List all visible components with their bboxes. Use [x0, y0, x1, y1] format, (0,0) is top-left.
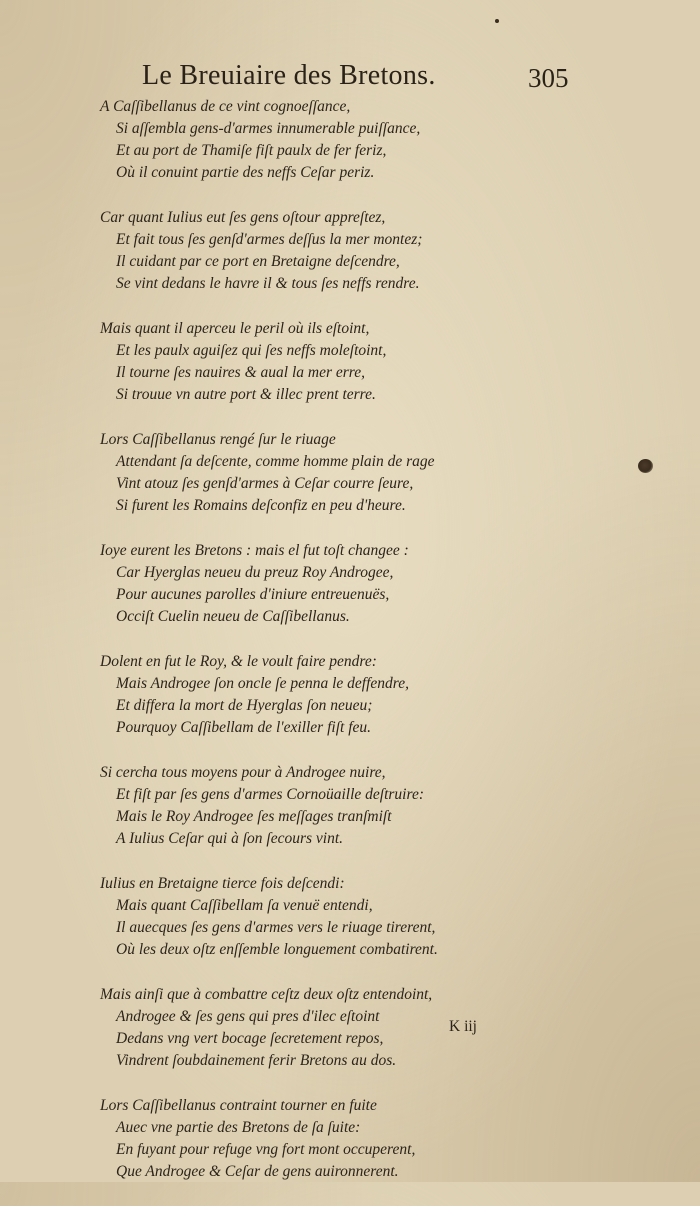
verse-line: Se vint dedans le havre il & tous ſes neffs rendre. — [116, 275, 420, 292]
page-number: 305 — [528, 63, 569, 93]
stanza — [96, 1095, 516, 1183]
verse-line: Il tourne ſes nauires & aual la mer erre, — [116, 364, 365, 381]
verse-line: Il auecques ſes gens d'armes vers le riuage tirerent, — [116, 919, 436, 936]
verse-line: Et differa la mort de Hyerglas ſon neueu; — [116, 697, 373, 714]
verse-line: Si furent les Romains deſconfiz en peu d'heure. — [116, 497, 406, 514]
stanza — [96, 540, 516, 628]
verse-line: Si aſſembla gens-d'armes innumerable puiſſance, — [116, 120, 421, 137]
verse-line: Où il conuint partie des neffs Ceſar periz. — [116, 164, 375, 181]
verse-line: Car Hyerglas neueu du preuz Roy Androgee, — [116, 564, 394, 581]
verse-line: Et fait tous ſes genſd'armes deſſus la mer montez; — [116, 231, 423, 248]
verse-line: Pour aucunes parolles d'iniure entreuenuës, — [116, 586, 390, 603]
verse-line: Que Androgee & Ceſar de gens auironnerent. — [116, 1163, 399, 1180]
verse-line: Il cuidant par ce port en Bretaigne deſcendre, — [116, 253, 400, 270]
verse-line: Pourquoy Caſſibellam de l'exiller fiſt feu. — [116, 719, 372, 736]
verse-line: Lors Caſſibellanus contraint tourner en fuite — [100, 1097, 377, 1114]
stanza — [96, 318, 516, 406]
verse-line: Dedans vng vert bocage ſecretement repos, — [116, 1030, 384, 1047]
stanza — [96, 96, 516, 184]
verse-line: Mais quant Caſſibellam ſa venuë entendi, — [116, 897, 373, 914]
verse-line: Et les paulx aguiſez qui ſes neffs moleſtoint, — [116, 342, 387, 359]
stanza — [96, 429, 516, 517]
verse-line: Car quant Iulius eut ſes gens oſtour appreſtez, — [100, 209, 386, 226]
stanza — [96, 651, 516, 739]
verse-line: Ioye eurent les Bretons : mais el fut toſt changee : — [100, 542, 409, 559]
verse-line: Vint atouz ſes genſd'armes à Ceſar courre ſeure, — [116, 475, 414, 492]
verse-line: Si trouue vn autre port & illec prent terre. — [116, 386, 376, 403]
verse-line: En fuyant pour refuge vng fort mont occuperent, — [116, 1141, 416, 1158]
verse-line: Auec vne partie des Bretons de ſa ſuite: — [116, 1119, 361, 1136]
verse-line: Mais Androgee ſon oncle ſe penna le deffendre, — [116, 675, 409, 692]
stanza — [96, 207, 516, 295]
verse-line: A Iulius Ceſar qui à ſon ſecours vint. — [116, 830, 344, 847]
verse-line: A Caſſibellanus de ce vint cognoeſſance, — [100, 98, 351, 115]
verse-line: Et au port de Thamiſe fiſt paulx de fer feriz, — [116, 142, 387, 159]
verse-line: Si cercha tous moyens pour à Androgee nuire, — [100, 764, 386, 781]
ink-spot — [638, 459, 653, 473]
verse-line: Vindrent ſoubdainement ferir Bretons au dos. — [116, 1052, 397, 1069]
stanza — [96, 762, 516, 850]
verse-line: Mais quant il aperceu le peril où ils eſtoint, — [100, 320, 370, 337]
verse-line: Lors Caſſibellanus rengé ſur le riuage — [100, 431, 336, 448]
verse-line: Où les deux oſtz enſſemble longuement combatirent. — [116, 941, 438, 958]
verse-line: Androgee & ſes gens qui pres d'ilec eſtoint — [116, 1008, 380, 1025]
stanza — [96, 873, 516, 961]
verse-line: Mais le Roy Androgee ſes meſſages tranſmiſt — [116, 808, 392, 825]
verse-line: Et fiſt par ſes gens d'armes Cornoüaille deſtruire: — [116, 786, 424, 803]
poem-body — [96, 96, 516, 1206]
verse-line: Mais ainſi que à combattre ceſtz deux oſtz entendoint, — [100, 986, 433, 1003]
verse-line: Occiſt Cuelin neueu de Caſſibellanus. — [116, 608, 350, 625]
signature-mark: K iij — [449, 1018, 477, 1035]
verse-line: Iulius en Bretaigne tierce fois deſcendi: — [100, 875, 345, 892]
verse-line: Dolent en fut le Roy, & le voult faire pendre: — [100, 653, 377, 670]
running-title: Le Breuiaire des Bretons. — [142, 60, 436, 91]
ink-dot — [495, 19, 499, 23]
verse-line: Attendant ſa deſcente, comme homme plain de rage — [116, 453, 435, 470]
